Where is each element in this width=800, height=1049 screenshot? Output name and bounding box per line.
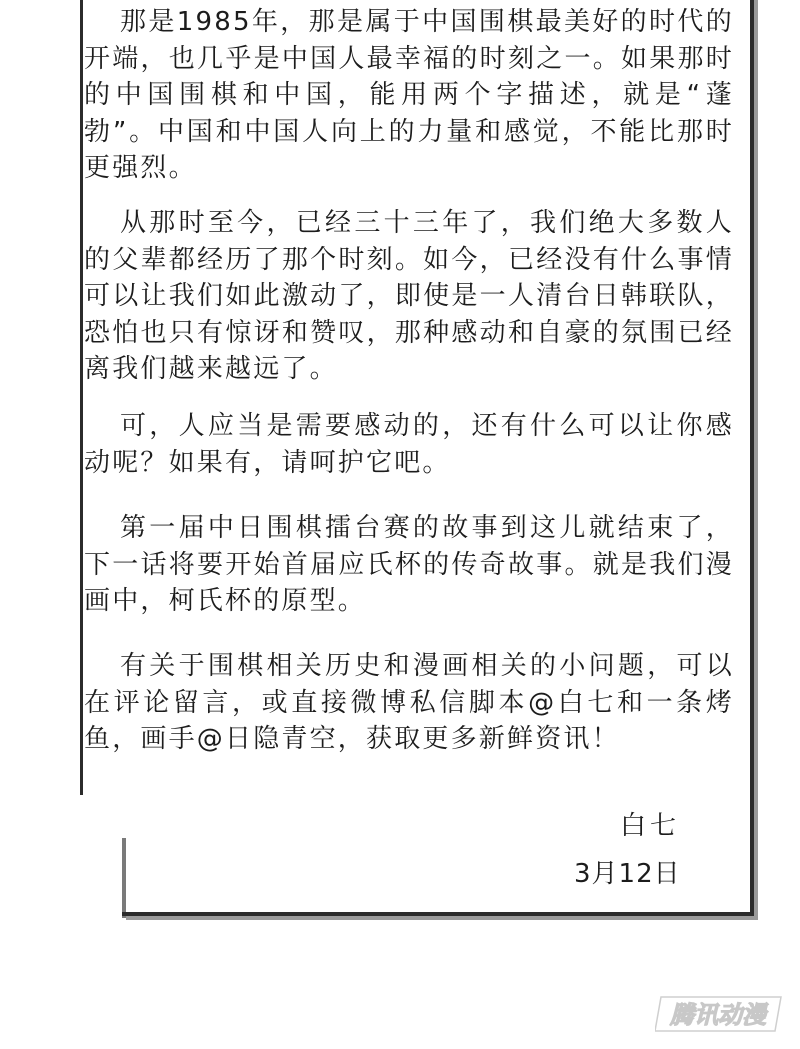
letter-frame-bottom-border [122, 912, 754, 916]
letter-paragraph-2: 从那时至今，已经三十三年了，我们绝大多数人的父辈都经历了那个时刻。如今，已经没有什么事情可以让我们如此激动了，即使是一人清台日韩联队，恐怕也只有惊讶和赞叹，那种感动和自豪的氛围已经离我们越来越远了。 [84, 208, 734, 384]
letter-frame-left-border [80, 0, 83, 795]
letter-paragraph-4: 第一届中日围棋擂台赛的故事到这儿就结束了，下一话将要开始首届应氏杯的传奇故事。就是我们漫画中，柯氏杯的原型。 [84, 513, 734, 616]
letter-paragraph-3: 可，人应当是需要感动的，还有什么可以让你感动呢？如果有，请呵护它吧。 [84, 411, 734, 478]
letter-frame-right-shadow [754, 0, 758, 918]
letter-date: 3月12日 [574, 859, 681, 889]
letter-frame-right-border [750, 0, 754, 915]
watermark-text: 腾讯动漫 [670, 1001, 766, 1029]
tencent-comic-logo-icon [655, 993, 783, 1035]
letter-paragraph-1: 那是1985年，那是属于中国围棋最美好的时代的开端，也几乎是中国人最幸福的时刻之一。如果那时的中国围棋和中国，能用两个字描述，就是“蓬勃”。中国和中国人向上的力量和感觉，不能比那时更强烈。 [84, 7, 734, 183]
letter-paragraph-5: 有关于围棋相关历史和漫画相关的小问题，可以在评论留言，或直接微博私信脚本@白七和一条烤鱼，画手@日隐青空，获取更多新鲜资讯！ [84, 651, 734, 754]
letter-signature: 白七 [620, 811, 681, 841]
letter-frame-bottom-shadow [126, 916, 758, 920]
letter-frame-left-lower-border [122, 838, 126, 918]
